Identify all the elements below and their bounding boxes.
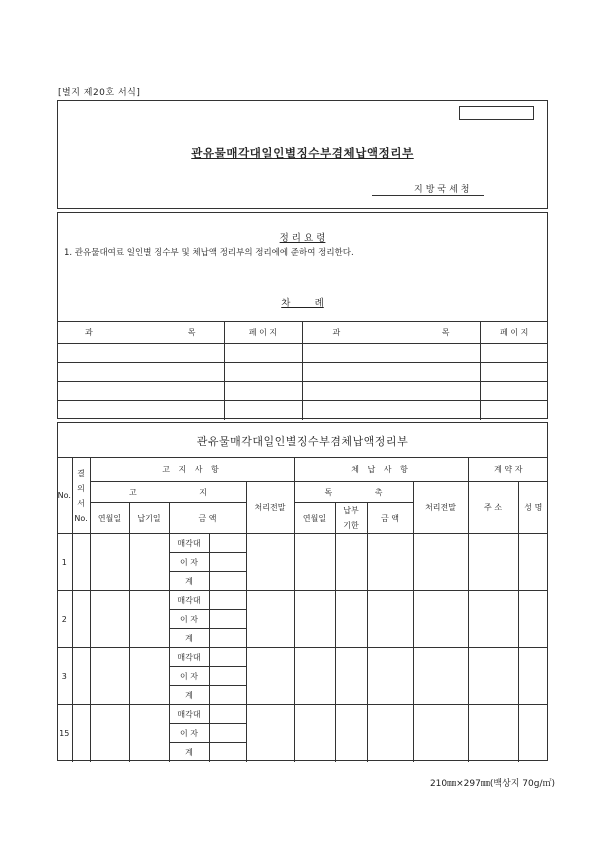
stamp-box bbox=[459, 106, 534, 120]
sale-price-label: 매각대 bbox=[169, 534, 209, 553]
date-header-2: 연월일 bbox=[294, 503, 335, 534]
ledger-header-row-2 bbox=[57, 482, 548, 503]
date-header: 연월일 bbox=[90, 503, 129, 534]
paper-spec: 210㎜×297㎜(백상지 70g/㎡) bbox=[429, 779, 555, 789]
ledger-table bbox=[57, 457, 548, 762]
demand-header: 독 촉 bbox=[294, 482, 413, 503]
ledger-entry-row bbox=[57, 705, 548, 724]
interest-label: 이 자 bbox=[169, 610, 209, 629]
guideline-title: 정 리 요 령 bbox=[279, 233, 326, 244]
toc-row bbox=[57, 401, 548, 420]
entry-no: 3 bbox=[57, 648, 72, 705]
guideline-section bbox=[57, 212, 548, 419]
toc-row bbox=[57, 363, 548, 382]
arrears-items-header: 체 납 사 항 bbox=[294, 458, 468, 482]
toc-page-header: 페 이 지 bbox=[224, 322, 302, 344]
toc-table bbox=[57, 321, 548, 420]
ledger-section bbox=[57, 422, 548, 761]
sale-price-label: 매각대 bbox=[169, 648, 209, 667]
toc-page-header-2: 페 이 지 bbox=[480, 322, 548, 344]
office-name: 지방국세청 bbox=[414, 185, 473, 195]
total-label: 계 bbox=[169, 572, 209, 591]
doc-no-header: 결 의 서 No. bbox=[72, 458, 90, 534]
toc-row bbox=[57, 382, 548, 401]
amount-header-2: 금 액 bbox=[367, 503, 413, 534]
amount-header: 금 액 bbox=[169, 503, 246, 534]
contractor-header: 계 약 자 bbox=[468, 458, 548, 482]
interest-label: 이 자 bbox=[169, 667, 209, 686]
entry-no: 1 bbox=[57, 534, 72, 591]
entry-no: 2 bbox=[57, 591, 72, 648]
contents-title: 차 례 bbox=[281, 298, 324, 309]
office-underline bbox=[372, 195, 484, 196]
entry-no: 15 bbox=[57, 705, 72, 762]
notice-header: 고 지 bbox=[90, 482, 246, 503]
ledger-entry-row bbox=[57, 648, 548, 667]
toc-header-row bbox=[57, 322, 548, 344]
name-header: 성 명 bbox=[518, 482, 548, 534]
ledger-entry-row bbox=[57, 591, 548, 610]
title-section bbox=[57, 100, 548, 209]
ledger-title: 관유물매각대일인별징수부겸체납액정리부 bbox=[196, 435, 409, 448]
sale-price-label: 매각대 bbox=[169, 705, 209, 724]
form-label: [별지 제20호 서식] bbox=[58, 88, 141, 98]
processing-header-2: 처리전말 bbox=[413, 482, 468, 534]
total-label: 계 bbox=[169, 686, 209, 705]
total-label: 계 bbox=[169, 743, 209, 762]
no-header: No. bbox=[57, 458, 72, 534]
toc-subject-header: 과 목 bbox=[57, 322, 224, 344]
ledger-entry-row bbox=[57, 534, 548, 553]
interest-label: 이 자 bbox=[169, 553, 209, 572]
pay-term-header: 납부 기한 bbox=[335, 503, 367, 534]
toc-row bbox=[57, 344, 548, 363]
sale-price-label: 매각대 bbox=[169, 591, 209, 610]
total-label: 계 bbox=[169, 629, 209, 648]
pay-deadline-header: 납기일 bbox=[129, 503, 169, 534]
processing-header: 처리전말 bbox=[246, 482, 294, 534]
toc-subject-header-2: 과 목 bbox=[302, 322, 480, 344]
ledger-header-row-1 bbox=[57, 458, 548, 482]
interest-label: 이 자 bbox=[169, 724, 209, 743]
page-title: 관유물매각대일인별징수부겸체납액정리부 bbox=[191, 146, 414, 160]
address-header: 주 소 bbox=[468, 482, 518, 534]
notice-items-header: 고 지 사 항 bbox=[90, 458, 294, 482]
guideline-text: 1. 관유물대여료 일인별 징수부 및 체납액 정리부의 정리에에 준하여 정리한다. bbox=[64, 248, 354, 258]
